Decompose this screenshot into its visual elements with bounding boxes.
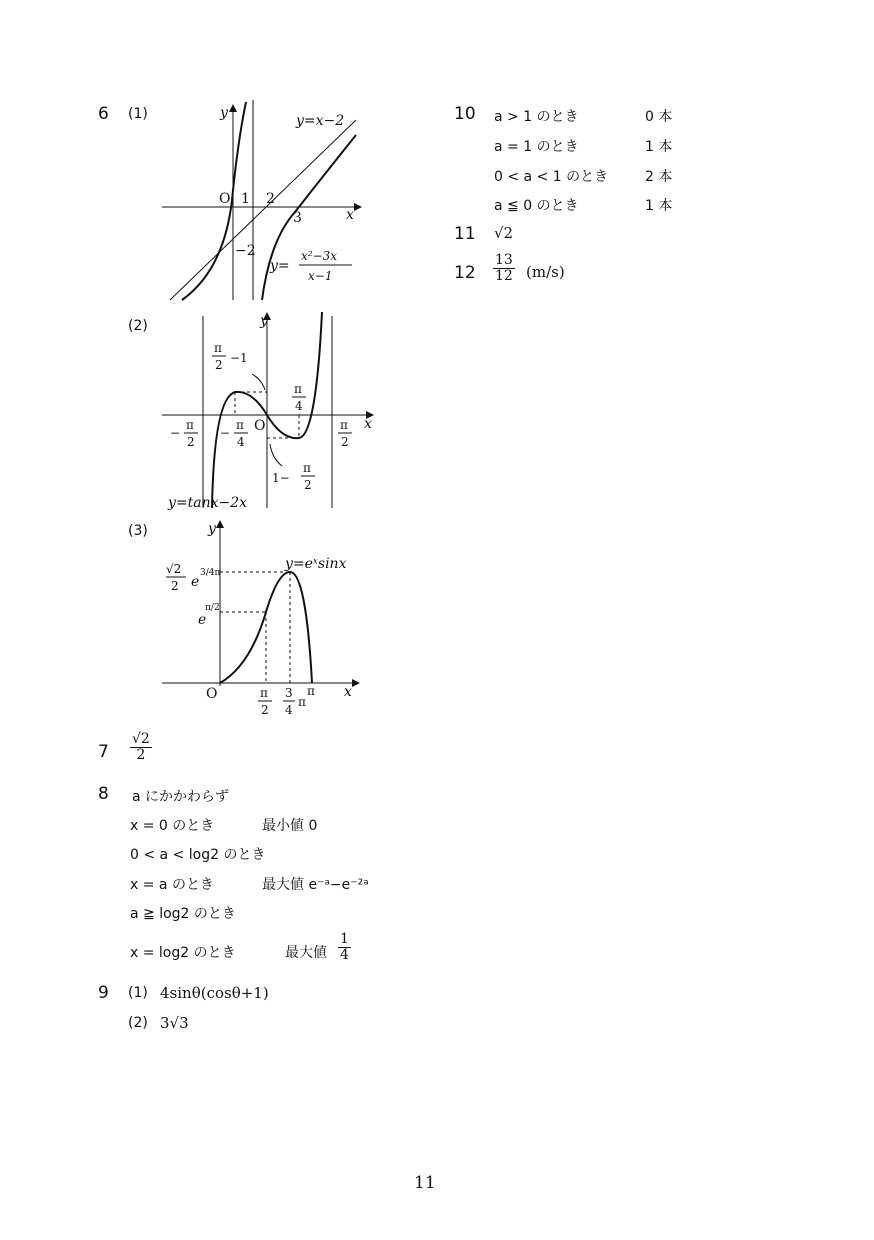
curve-label: y=eˣsinx [285, 556, 347, 572]
problem-8-number: 8 [98, 784, 109, 804]
graph-tangent-function [160, 308, 385, 516]
svg-text:−1: −1 [230, 351, 248, 365]
tick-3pi-over-4: 3 [285, 686, 293, 700]
label-pi-over-2: π [340, 418, 348, 432]
problem-9-number: 9 [98, 983, 109, 1003]
asymptote-label: y=x−2 [296, 113, 345, 129]
label-mid-e: e [198, 612, 207, 628]
label-mid-exponent: π/2 [205, 603, 220, 613]
problem-11-answer: √2 [494, 224, 514, 242]
problem-8-line-4a: x = a のとき [130, 877, 214, 893]
problem-12-fraction: $\frac{13}{12}$ [495, 252, 513, 284]
problem-9-sub-2: (2) [128, 1015, 148, 1031]
problem-6-sub-2: (2) [128, 318, 148, 334]
svg-text:2: 2 [261, 703, 269, 717]
svg-text:π: π [298, 695, 306, 709]
problem-10-count-2: 1 本 [645, 139, 673, 155]
svg-text:2: 2 [171, 579, 179, 593]
tick-3: 3 [293, 210, 302, 226]
curve-left-branch [182, 102, 246, 300]
curve-label-denominator: x−1 [308, 269, 333, 283]
problem-8-line-2a: x = 0 のとき [130, 818, 215, 834]
origin-label: O [254, 418, 266, 434]
problem-10-cond-2: a = 1 のとき [494, 139, 579, 155]
curve-label: y=tanx−2x [168, 495, 248, 511]
problem-8-line-6b: 最大値 [285, 945, 327, 961]
label-max-e: e [191, 574, 200, 590]
problem-7-number: 7 [98, 742, 109, 762]
y-axis-label: y [208, 521, 216, 537]
svg-text:π: π [303, 461, 311, 475]
problem-8-line-2b: 最小値 0 [262, 818, 318, 834]
problem-12-number: 12 [454, 263, 476, 283]
y-axis-label: y [260, 313, 268, 329]
curve-label-y: y= [270, 258, 290, 274]
problem-9-answer-2: 3√3 [160, 1014, 189, 1032]
origin-label: O [219, 191, 231, 207]
problem-10-count-1: 0 本 [645, 109, 673, 125]
tick-pi: π [307, 684, 315, 698]
svg-text:2: 2 [341, 435, 349, 449]
problem-8-fraction: $\frac{1}{4}$ [340, 931, 349, 963]
x-axis-label: x [364, 416, 372, 432]
problem-10-cond-1: a > 1 のとき [494, 109, 579, 125]
problem-8-line-5: a ≧ log2 のとき [130, 906, 236, 922]
svg-text:2: 2 [187, 435, 195, 449]
problem-12-unit: (m/s) [526, 263, 565, 281]
tick-neg-2: −2 [235, 243, 256, 259]
label-min-value: 1− [272, 471, 290, 485]
tick-pi-over-2: π [260, 686, 268, 700]
label-max-sqrt2: √2 [166, 562, 182, 576]
svg-text:4: 4 [285, 703, 293, 717]
label-max-exponent: 3/4π [200, 568, 221, 578]
svg-text:π: π [236, 418, 244, 432]
label-max-value-pi: π [214, 341, 222, 355]
label-neg-pi-over-2: − [170, 426, 181, 440]
problem-7-answer: $\frac{√2}{2}$ [132, 731, 150, 763]
curve-label-numerator: x²−3x [301, 249, 338, 263]
svg-text:2: 2 [215, 358, 223, 372]
svg-text:4: 4 [295, 399, 303, 413]
problem-6-number: 6 [98, 104, 109, 124]
problem-10-cond-4: a ≦ 0 のとき [494, 198, 579, 214]
problem-8-line-4b: 最大値 e⁻ᵃ−e⁻²ᵃ [262, 877, 369, 893]
problem-8-line-1: a にかかわらず [132, 789, 230, 805]
problem-10-count-4: 1 本 [645, 198, 673, 214]
problem-11-number: 11 [454, 224, 476, 244]
problem-10-cond-3: 0 < a < 1 のとき [494, 169, 609, 185]
problem-10-count-3: 2 本 [645, 169, 673, 185]
problem-6-sub-3: (3) [128, 523, 148, 539]
x-axis-label: x [344, 684, 352, 700]
origin-label: O [206, 686, 218, 702]
label-neg-pi-over-4: − [220, 426, 231, 440]
svg-text:2: 2 [304, 478, 312, 492]
label-pi-over-4: π [294, 382, 302, 396]
problem-10-number: 10 [454, 104, 476, 124]
problem-9-answer-1: 4sinθ(cosθ+1) [160, 984, 269, 1002]
svg-text:π: π [186, 418, 194, 432]
tick-2: 2 [266, 191, 275, 207]
problem-8-line-3: 0 < a < log2 のとき [130, 847, 266, 863]
page-number: 11 [414, 1173, 436, 1193]
problem-9-sub-1: (1) [128, 985, 148, 1001]
graph-exp-sine [160, 516, 370, 721]
tick-1: 1 [241, 191, 250, 207]
x-axis-label: x [346, 207, 354, 223]
graph-rational-function [160, 100, 370, 305]
problem-8-line-6a: x = log2 のとき [130, 945, 236, 961]
svg-text:4: 4 [237, 435, 245, 449]
y-axis-label: y [220, 105, 228, 121]
problem-6-sub-1: (1) [128, 106, 148, 122]
